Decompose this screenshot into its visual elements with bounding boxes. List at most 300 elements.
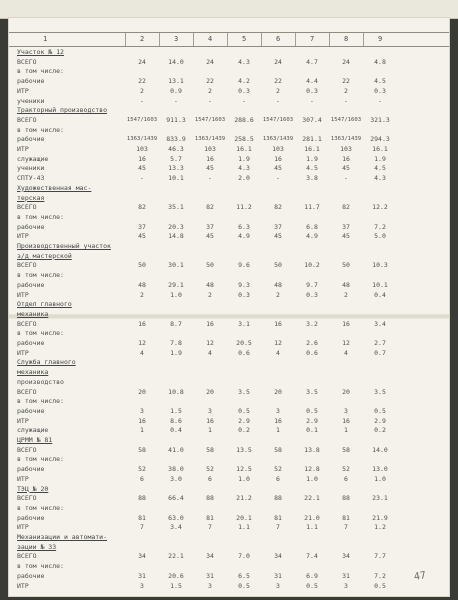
row-label: в том числе: bbox=[17, 455, 64, 464]
cell-col-6: 48 bbox=[274, 280, 282, 289]
cell-col-5: 0.3 bbox=[238, 86, 250, 95]
row-label: ученики bbox=[17, 164, 45, 173]
column-header-2: 2 bbox=[140, 35, 145, 43]
cell-col-8: 16 bbox=[342, 319, 350, 328]
cell-col-2: 58 bbox=[138, 445, 146, 454]
row-label: ВСЕГО bbox=[17, 387, 37, 396]
cell-col-5: 258.5 bbox=[234, 135, 254, 144]
cell-col-3: 35.1 bbox=[168, 203, 184, 212]
cell-col-6: 31 bbox=[274, 571, 282, 580]
cell-col-3: 911.3 bbox=[166, 115, 186, 124]
cell-col-8: 88 bbox=[342, 494, 350, 503]
row-label: рабочие bbox=[17, 571, 45, 580]
cell-col-9: 10.1 bbox=[372, 280, 388, 289]
row-label: в том числе: bbox=[17, 397, 64, 406]
cell-col-3: 5.7 bbox=[170, 154, 182, 163]
cell-col-2: 52 bbox=[138, 465, 146, 474]
cell-col-2: 50 bbox=[138, 261, 146, 270]
row-label: рабочие bbox=[17, 135, 45, 144]
cell-col-9: 2.7 bbox=[374, 339, 386, 347]
table-row bbox=[9, 475, 449, 483]
row-label: служащие bbox=[17, 426, 49, 435]
cell-col-3: 20.6 bbox=[168, 571, 184, 580]
cell-col-4: 22 bbox=[206, 77, 214, 86]
cell-col-6: 16 bbox=[274, 319, 282, 328]
cell-col-5: 2.9 bbox=[238, 416, 250, 425]
cell-col-8: 16 bbox=[342, 154, 350, 163]
cell-col-9: 321.3 bbox=[370, 115, 390, 124]
cell-col-6: 82 bbox=[274, 203, 282, 212]
cell-col-5: 13.5 bbox=[236, 445, 252, 454]
cell-col-2: 20 bbox=[138, 387, 146, 396]
cell-col-9: 294.3 bbox=[370, 135, 390, 144]
cell-col-6: 3 bbox=[276, 406, 280, 415]
cell-col-2: 6 bbox=[140, 474, 144, 483]
cell-col-4: 16 bbox=[206, 154, 214, 163]
table-row bbox=[9, 291, 449, 299]
document-page bbox=[9, 18, 449, 596]
cell-col-4: 12 bbox=[206, 339, 214, 347]
cell-col-7: 4.4 bbox=[306, 77, 318, 86]
cell-col-2: 48 bbox=[138, 280, 146, 289]
cell-col-2: 1547/1603 bbox=[126, 116, 158, 123]
cell-col-9: 0.4 bbox=[374, 290, 386, 299]
cell-col-4: 4 bbox=[208, 348, 212, 357]
cell-col-2: 2 bbox=[140, 86, 144, 95]
table-row bbox=[9, 446, 449, 454]
table-row bbox=[9, 378, 449, 386]
row-label: в том числе: bbox=[17, 329, 64, 338]
cell-col-8: 81 bbox=[342, 513, 350, 522]
page-number: 47 bbox=[413, 570, 427, 583]
table-row bbox=[9, 329, 449, 337]
cell-col-3: 63.0 bbox=[168, 513, 184, 522]
row-label: механика bbox=[17, 309, 49, 318]
row-label: ИТР bbox=[17, 232, 29, 241]
cell-col-6: 1 bbox=[276, 426, 280, 435]
cell-col-3: 46.3 bbox=[168, 145, 184, 153]
cell-col-5: - bbox=[242, 96, 246, 105]
row-label: производство bbox=[17, 377, 64, 386]
table-row bbox=[9, 271, 449, 279]
row-label: Производственный участок bbox=[17, 242, 111, 250]
cell-col-7: 2.9 bbox=[306, 416, 318, 425]
cell-col-8: 45 bbox=[342, 232, 350, 241]
cell-col-3: 22.1 bbox=[168, 552, 184, 561]
cell-col-5: 0.6 bbox=[238, 348, 250, 357]
row-label: ИТР bbox=[17, 416, 29, 425]
row-label: в том числе: bbox=[17, 271, 64, 280]
cell-col-5: 9.6 bbox=[238, 261, 250, 270]
cell-col-2: 82 bbox=[138, 203, 146, 212]
cell-col-4: 82 bbox=[206, 203, 214, 212]
table-row bbox=[9, 155, 449, 163]
cell-col-3: 8.7 bbox=[170, 319, 182, 328]
cell-col-6: 81 bbox=[274, 513, 282, 522]
row-label: в том числе: bbox=[17, 503, 64, 512]
cell-col-4: 45 bbox=[206, 164, 214, 173]
cell-col-8: 1 bbox=[344, 426, 348, 435]
cell-col-2: 16 bbox=[138, 154, 146, 163]
cell-col-6: 2 bbox=[276, 86, 280, 95]
table-row bbox=[9, 582, 449, 590]
cell-col-9: 12.2 bbox=[372, 203, 388, 212]
column-header-9: 9 bbox=[378, 35, 383, 43]
table-row bbox=[9, 252, 449, 260]
cell-col-7: 6.8 bbox=[306, 222, 318, 231]
cell-col-6: 16 bbox=[274, 154, 282, 163]
cell-col-2: 45 bbox=[138, 232, 146, 241]
row-label: в том числе: bbox=[17, 562, 64, 571]
cell-col-4: 50 bbox=[206, 261, 214, 270]
cell-col-8: 2 bbox=[344, 86, 348, 95]
cell-col-4: 6 bbox=[208, 474, 212, 483]
column-header-1: 1 bbox=[43, 35, 48, 43]
cell-col-3: 10.8 bbox=[168, 387, 184, 396]
table-row bbox=[9, 145, 449, 153]
cell-col-6: 88 bbox=[274, 494, 282, 503]
cell-col-5: 0.3 bbox=[238, 290, 250, 299]
cell-col-4: 1363/1439 bbox=[194, 136, 226, 143]
cell-col-7: 22.1 bbox=[304, 494, 320, 503]
cell-col-4: 16 bbox=[206, 416, 214, 425]
cell-col-9: 1.2 bbox=[374, 523, 386, 532]
row-label: ВСЕГО bbox=[17, 261, 37, 270]
cell-col-8: 1547/1603 bbox=[330, 116, 362, 123]
cell-col-2: 3 bbox=[140, 406, 144, 415]
table-row bbox=[9, 174, 449, 182]
row-label: ВСЕГО bbox=[17, 203, 37, 212]
table-row bbox=[9, 77, 449, 85]
cell-col-5: 4.3 bbox=[238, 57, 250, 66]
cell-col-9: 7.2 bbox=[374, 571, 386, 580]
row-label: ВСЕГО bbox=[17, 494, 37, 503]
cell-col-6: 22 bbox=[274, 77, 282, 86]
table-row bbox=[9, 135, 449, 143]
cell-col-8: 103 bbox=[340, 145, 352, 153]
cell-col-4: 3 bbox=[208, 406, 212, 415]
table-row bbox=[9, 572, 449, 580]
cell-col-2: 103 bbox=[136, 145, 148, 153]
cell-col-8: 3 bbox=[344, 406, 348, 415]
table-row bbox=[9, 407, 449, 415]
cell-col-6: 45 bbox=[274, 232, 282, 241]
cell-col-2: 7 bbox=[140, 523, 144, 532]
cell-col-3: 13.1 bbox=[168, 77, 184, 86]
cell-col-3: 833.9 bbox=[166, 135, 186, 144]
cell-col-8: 45 bbox=[342, 164, 350, 173]
cell-col-6: - bbox=[276, 174, 280, 183]
cell-col-8: 37 bbox=[342, 222, 350, 231]
cell-col-4: 37 bbox=[206, 222, 214, 231]
cell-col-9: 0.5 bbox=[374, 406, 386, 415]
cell-col-5: 20.5 bbox=[236, 339, 252, 347]
cell-col-9: 1.0 bbox=[374, 474, 386, 483]
row-label: ИТР bbox=[17, 348, 29, 357]
cell-col-8: 22 bbox=[342, 77, 350, 86]
cell-col-5: 4.2 bbox=[238, 77, 250, 86]
row-label: Художественная мас- bbox=[17, 183, 92, 192]
row-label: ИТР bbox=[17, 290, 29, 299]
row-label: ВСЕГО bbox=[17, 115, 37, 124]
cell-col-4: 3 bbox=[208, 581, 212, 590]
cell-col-2: 1363/1439 bbox=[126, 136, 158, 143]
cell-col-5: 21.2 bbox=[236, 494, 252, 503]
table-row bbox=[9, 126, 449, 134]
cell-col-7: 12.8 bbox=[304, 465, 320, 474]
cell-col-5: 288.6 bbox=[234, 115, 254, 124]
cell-col-2: 45 bbox=[138, 164, 146, 173]
cell-col-5: 20.1 bbox=[236, 513, 252, 522]
cell-col-4: 52 bbox=[206, 465, 214, 474]
cell-col-8: 31 bbox=[342, 571, 350, 580]
cell-col-6: 24 bbox=[274, 57, 282, 66]
table-row bbox=[9, 562, 449, 570]
cell-col-2: 88 bbox=[138, 494, 146, 503]
cell-col-4: 7 bbox=[208, 523, 212, 532]
row-label: ТЭЦ № 20 bbox=[17, 484, 49, 493]
cell-col-9: 4.3 bbox=[374, 174, 386, 183]
cell-col-5: 4.9 bbox=[238, 232, 250, 241]
cell-col-5: 0.5 bbox=[238, 581, 250, 590]
table-row bbox=[9, 494, 449, 502]
table-row bbox=[9, 320, 449, 328]
table-row bbox=[9, 48, 449, 56]
cell-col-3: 3.0 bbox=[170, 474, 182, 483]
table-row bbox=[9, 436, 449, 444]
cell-col-4: 16 bbox=[206, 319, 214, 328]
cell-col-7: 0.6 bbox=[306, 348, 318, 357]
cell-col-7: 1.0 bbox=[306, 474, 318, 483]
cell-col-4: 31 bbox=[206, 571, 214, 580]
cell-col-6: 7 bbox=[276, 523, 280, 532]
cell-col-7: 0.3 bbox=[306, 290, 318, 299]
cell-col-6: 3 bbox=[276, 581, 280, 590]
table-row bbox=[9, 232, 449, 240]
cell-col-9: 7.7 bbox=[374, 552, 386, 561]
cell-col-5: 9.3 bbox=[238, 280, 250, 289]
cell-col-8: 2 bbox=[344, 290, 348, 299]
table-row bbox=[9, 349, 449, 357]
cell-col-9: 23.1 bbox=[372, 494, 388, 503]
table-row bbox=[9, 417, 449, 425]
cell-col-6: 52 bbox=[274, 465, 282, 474]
row-label: ИТР bbox=[17, 523, 29, 532]
cell-col-5: 6.3 bbox=[238, 222, 250, 231]
cell-col-5: 0.5 bbox=[238, 406, 250, 415]
cell-col-7: 1.9 bbox=[306, 154, 318, 163]
cell-col-8: 50 bbox=[342, 261, 350, 270]
cell-col-3: 1.5 bbox=[170, 581, 182, 590]
cell-col-7: 3.5 bbox=[306, 387, 318, 396]
column-header-7: 7 bbox=[310, 35, 315, 43]
row-label: ЦРММ № 81 bbox=[17, 436, 53, 444]
cell-col-8: - bbox=[344, 174, 348, 183]
table-row bbox=[9, 106, 449, 114]
cell-col-5: 4.3 bbox=[238, 164, 250, 173]
row-label: ученики bbox=[17, 96, 45, 105]
row-label: рабочие bbox=[17, 406, 45, 415]
cell-col-8: 6 bbox=[344, 474, 348, 483]
cell-col-9: 3.4 bbox=[374, 319, 386, 328]
cell-col-6: 1547/1603 bbox=[262, 116, 294, 123]
cell-col-7: 16.1 bbox=[304, 145, 320, 153]
cell-col-8: 3 bbox=[344, 581, 348, 590]
column-header-4: 4 bbox=[208, 35, 213, 43]
cell-col-7: 13.8 bbox=[304, 445, 320, 454]
table-row bbox=[9, 543, 449, 551]
cell-col-4: 81 bbox=[206, 513, 214, 522]
cell-col-5: 12.5 bbox=[236, 465, 252, 474]
cell-col-9: 3.5 bbox=[374, 387, 386, 396]
cell-col-6: 12 bbox=[274, 339, 282, 347]
cell-col-5: 7.0 bbox=[238, 552, 250, 561]
cell-col-8: 82 bbox=[342, 203, 350, 212]
cell-col-7: 4.7 bbox=[306, 57, 318, 66]
cell-col-4: 2 bbox=[208, 86, 212, 95]
cell-col-9: 4.8 bbox=[374, 57, 386, 66]
row-label: в том числе: bbox=[17, 125, 64, 134]
row-label: зации № 33 bbox=[17, 542, 57, 551]
cell-col-9: 0.2 bbox=[374, 426, 386, 435]
row-label: в том числе: bbox=[17, 212, 64, 221]
cell-col-3: 66.4 bbox=[168, 494, 184, 503]
cell-col-7: 4.9 bbox=[306, 232, 318, 241]
cell-col-6: 4 bbox=[276, 348, 280, 357]
cell-col-8: 52 bbox=[342, 465, 350, 474]
cell-col-2: 16 bbox=[138, 416, 146, 425]
cell-col-9: 13.0 bbox=[372, 465, 388, 474]
cell-col-2: 34 bbox=[138, 552, 146, 561]
table-body bbox=[9, 18, 449, 596]
cell-col-7: 7.4 bbox=[306, 552, 318, 561]
table-row bbox=[9, 552, 449, 560]
cell-col-3: 8.6 bbox=[170, 416, 182, 425]
cell-col-8: - bbox=[344, 96, 348, 105]
cell-col-2: - bbox=[140, 174, 144, 183]
table-row bbox=[9, 300, 449, 308]
table-row bbox=[9, 426, 449, 434]
table-row bbox=[9, 261, 449, 269]
cell-col-3: 29.1 bbox=[168, 280, 184, 289]
row-label: Служба главного bbox=[17, 358, 76, 367]
table-row bbox=[9, 339, 449, 347]
cell-col-9: 0.7 bbox=[374, 348, 386, 357]
cell-col-9: 14.0 bbox=[372, 445, 388, 454]
cell-col-8: 34 bbox=[342, 552, 350, 561]
table-row bbox=[9, 223, 449, 231]
cell-col-3: 7.8 bbox=[170, 339, 182, 347]
row-label: ВСЕГО bbox=[17, 552, 37, 561]
cell-col-2: 3 bbox=[140, 581, 144, 590]
table-row bbox=[9, 388, 449, 396]
cell-col-2: 4 bbox=[140, 348, 144, 357]
row-label: ВСЕГО bbox=[17, 445, 37, 454]
cell-col-5: 3.1 bbox=[238, 319, 250, 328]
row-label: ВСЕГО bbox=[17, 319, 37, 328]
cell-col-2: 1 bbox=[140, 426, 144, 435]
row-label: з/д мастерской bbox=[17, 251, 72, 260]
row-label: рабочие bbox=[17, 513, 45, 522]
row-label: служащие bbox=[17, 154, 49, 163]
cell-col-5: 11.2 bbox=[236, 203, 252, 212]
cell-col-4: 58 bbox=[206, 445, 214, 454]
cell-col-7: 11.7 bbox=[304, 203, 320, 212]
cell-col-7: 3.2 bbox=[306, 319, 318, 328]
row-label: ИТР bbox=[17, 145, 29, 153]
cell-col-3: 14.8 bbox=[168, 232, 184, 241]
table-row bbox=[9, 242, 449, 250]
cell-col-3: 0.9 bbox=[170, 86, 182, 95]
table-row bbox=[9, 397, 449, 405]
column-header-6: 6 bbox=[276, 35, 281, 43]
cell-col-7: 307.4 bbox=[302, 115, 322, 124]
cell-col-6: 58 bbox=[274, 445, 282, 454]
table-row bbox=[9, 368, 449, 376]
table-row bbox=[9, 310, 449, 318]
cell-col-4: 34 bbox=[206, 552, 214, 561]
table-row bbox=[9, 533, 449, 541]
cell-col-9: 0.3 bbox=[374, 86, 386, 95]
scanner-top-strip bbox=[0, 0, 458, 19]
cell-col-2: 2 bbox=[140, 290, 144, 299]
cell-col-6: 103 bbox=[272, 145, 284, 153]
cell-col-4: 1547/1603 bbox=[194, 116, 226, 123]
cell-col-6: 37 bbox=[274, 222, 282, 231]
cell-col-7: 10.2 bbox=[304, 261, 320, 270]
row-label: ВСЕГО bbox=[17, 57, 37, 66]
cell-col-5: 6.5 bbox=[238, 571, 250, 580]
cell-col-9: 7.2 bbox=[374, 222, 386, 231]
cell-col-3: 1.9 bbox=[170, 348, 182, 357]
cell-col-5: 1.1 bbox=[238, 523, 250, 532]
cell-col-9: 4.5 bbox=[374, 164, 386, 173]
table-row bbox=[9, 485, 449, 493]
cell-col-3: 13.3 bbox=[168, 164, 184, 173]
row-label: Участок № 12 bbox=[17, 48, 64, 56]
cell-col-8: 7 bbox=[344, 523, 348, 532]
cell-col-4: 45 bbox=[206, 232, 214, 241]
cell-col-7: 0.1 bbox=[306, 426, 318, 435]
cell-col-7: 1.1 bbox=[306, 523, 318, 532]
column-header-5: 5 bbox=[242, 35, 247, 43]
cell-col-6: 16 bbox=[274, 416, 282, 425]
table-row bbox=[9, 523, 449, 531]
cell-col-7: 21.0 bbox=[304, 513, 320, 522]
cell-col-9: 16.1 bbox=[372, 145, 388, 153]
cell-col-9: 1.9 bbox=[374, 154, 386, 163]
cell-col-5: 3.5 bbox=[238, 387, 250, 396]
cell-col-2: - bbox=[140, 96, 144, 105]
cell-col-9: - bbox=[378, 96, 382, 105]
cell-col-8: 20 bbox=[342, 387, 350, 396]
table-row bbox=[9, 465, 449, 473]
cell-col-8: 4 bbox=[344, 348, 348, 357]
cell-col-4: - bbox=[208, 96, 212, 105]
cell-col-2: 12 bbox=[138, 339, 146, 347]
cell-col-4: 20 bbox=[206, 387, 214, 396]
cell-col-4: - bbox=[208, 174, 212, 183]
cell-col-9: 10.3 bbox=[372, 261, 388, 270]
cell-col-4: 2 bbox=[208, 290, 212, 299]
cell-col-4: 48 bbox=[206, 280, 214, 289]
row-label: механика bbox=[17, 368, 49, 377]
table-row bbox=[9, 213, 449, 221]
cell-col-6: 20 bbox=[274, 387, 282, 396]
cell-col-6: 34 bbox=[274, 552, 282, 561]
cell-col-8: 16 bbox=[342, 416, 350, 425]
cell-col-9: 21.9 bbox=[372, 513, 388, 522]
